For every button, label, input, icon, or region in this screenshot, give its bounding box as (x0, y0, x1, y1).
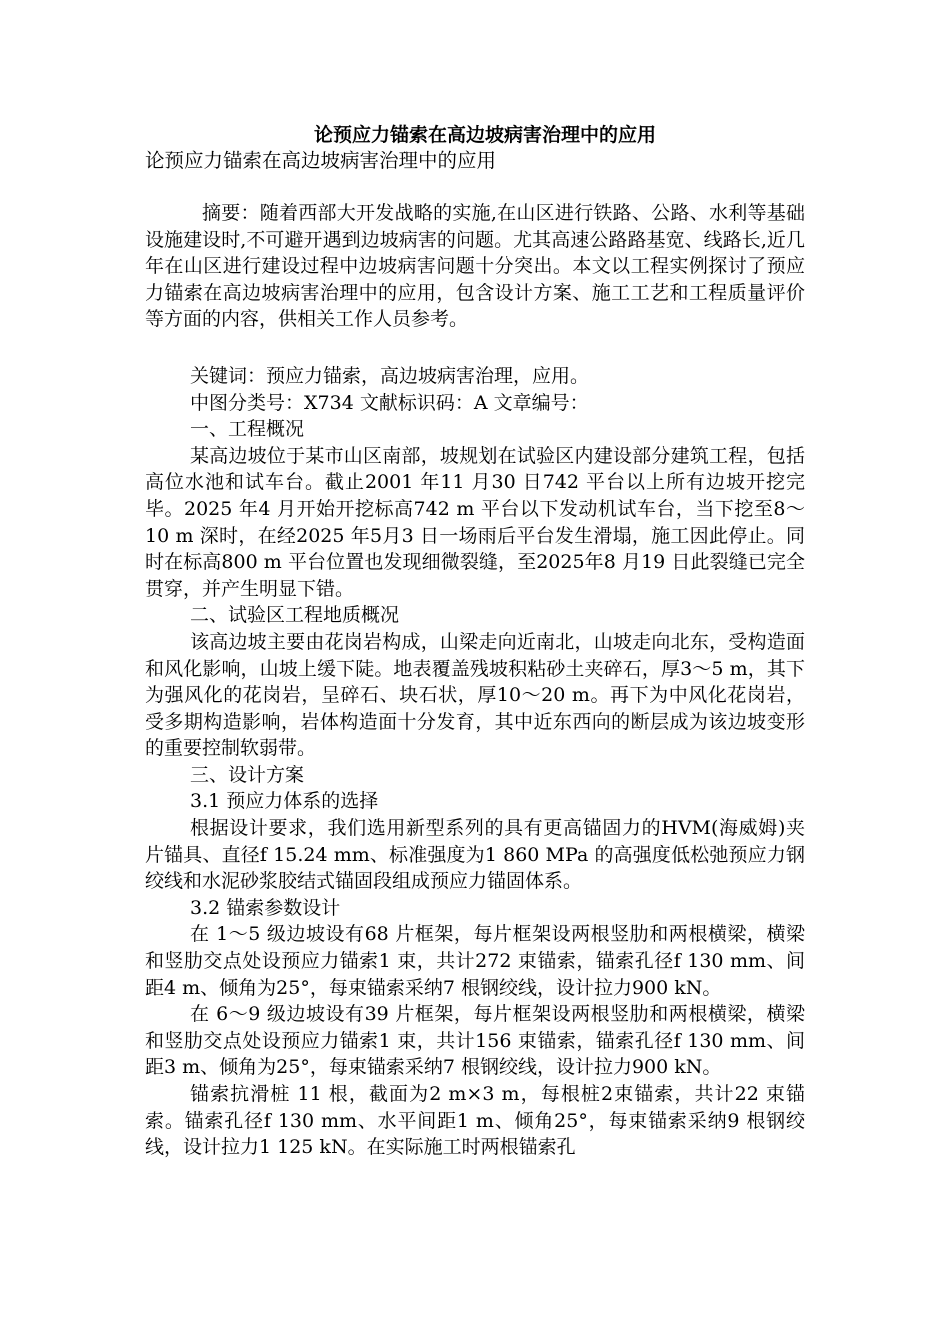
keywords-line: 关键词：预应力锚索，高边坡病害治理，应用。 (190, 364, 590, 387)
document-subtitle: 论预应力锚索在高边坡病害治理中的应用 (145, 149, 497, 172)
section-1-heading: 一、工程概况 (190, 418, 305, 441)
section-3-2-heading: 3.2 锚索参数设计 (190, 896, 341, 919)
document-page (145, 122, 805, 1161)
section-3-2-paragraph-2: 在 6～9 级边坡设有39 片框架，每片框架设两根竖肋和两根横梁，横梁和竖肋交点处设预应力锚索1 束，共计156 束锚索，锚索孔径f 130 mm、间距3 m、倾角为25°，每束锚索采纳7 根钢绞线，设计拉力900 kN。 (145, 1003, 805, 1079)
section-1-paragraph: 某高边坡位于某市山区南部，坡规划在试验区内建设部分建筑工程，包括高位水池和试车台。截止2001 年11 月30 日742 平台以上所有边坡开挖完毕。2025 年4 月开始开挖标高742 m 平台以下发动机试车台，当下挖至8～10 m 深时，在经2025 年5月3 日一场雨后平台发生滑塌，施工因此停止。同时在标高800 m 平台位置也发现细微裂缝，至2025年8 月19 日此裂缝已完全贯穿，并产生明显下错。 (145, 444, 805, 600)
section-3-1-paragraph: 根据设计要求，我们选用新型系列的具有更高锚固力的HVM(海威姆)夹片锚具、直径f 15.24 mm、标准强度为1 860 MPa 的高强度低松弛预应力钢绞线和水泥砂浆胶结式锚固段组成预应力锚固体系。 (145, 817, 805, 893)
section-3-heading: 三、设计方案 (190, 763, 305, 786)
classification-line: 中图分类号：X734 文献标识码：A 文章编号： (190, 391, 589, 414)
section-3-2-paragraph-1: 在 1～5 级边坡设有68 片框架，每片框架设两根竖肋和两根横梁，横梁和竖肋交点处设预应力锚索1 束，共计272 束锚索，锚索孔径f 130 mm、间距4 m、倾角为25°，每束锚索采纳7 根钢绞线，设计拉力900 kN。 (145, 923, 805, 999)
section-2-paragraph: 该高边坡主要由花岗岩构成，山梁走向近南北，山坡走向北东，受构造面和风化影响，山坡上缓下陡。地表覆盖残坡积粘砂土夹碎石，厚3～5 m，其下为强风化的花岗岩，呈碎石、块石状，厚10～20 m。再下为中风化花岗岩，受多期构造影响，岩体构造面十分发育，其中近东西向的断层成为该边坡变形的重要控制软弱带。 (145, 630, 805, 760)
section-3-1-heading: 3.1 预应力体系的选择 (190, 790, 379, 813)
abstract-paragraph: 摘要：随着西部大开发战略的实施,在山区进行铁路、公路、水利等基础设施建设时,不可避开遇到边坡病害的问题。尤其高速公路路基宽、线路长,近几年在山区进行建设过程中边坡病害问题十分突出。本文以工程实例探讨了预应力锚索在高边坡病害治理中的应用，包含设计方案、施工工艺和工程质量评价等方面的内容，供相关工作人员参考。 (145, 202, 805, 331)
section-2-heading: 二、试验区工程地质概况 (190, 604, 400, 627)
document-title: 论预应力锚索在高边坡病害治理中的应用 (313, 124, 656, 146)
section-3-2-paragraph-3: 锚索抗滑桩 11 根，截面为2 m×3 m，每根桩2束锚索，共计22 束锚索。锚索孔径f 130 mm、水平间距1 m、倾角25°，每束锚索采纳9 根钢绞线，设计拉力1 125 kN。在实际施工时两根锚索孔 (145, 1083, 805, 1159)
